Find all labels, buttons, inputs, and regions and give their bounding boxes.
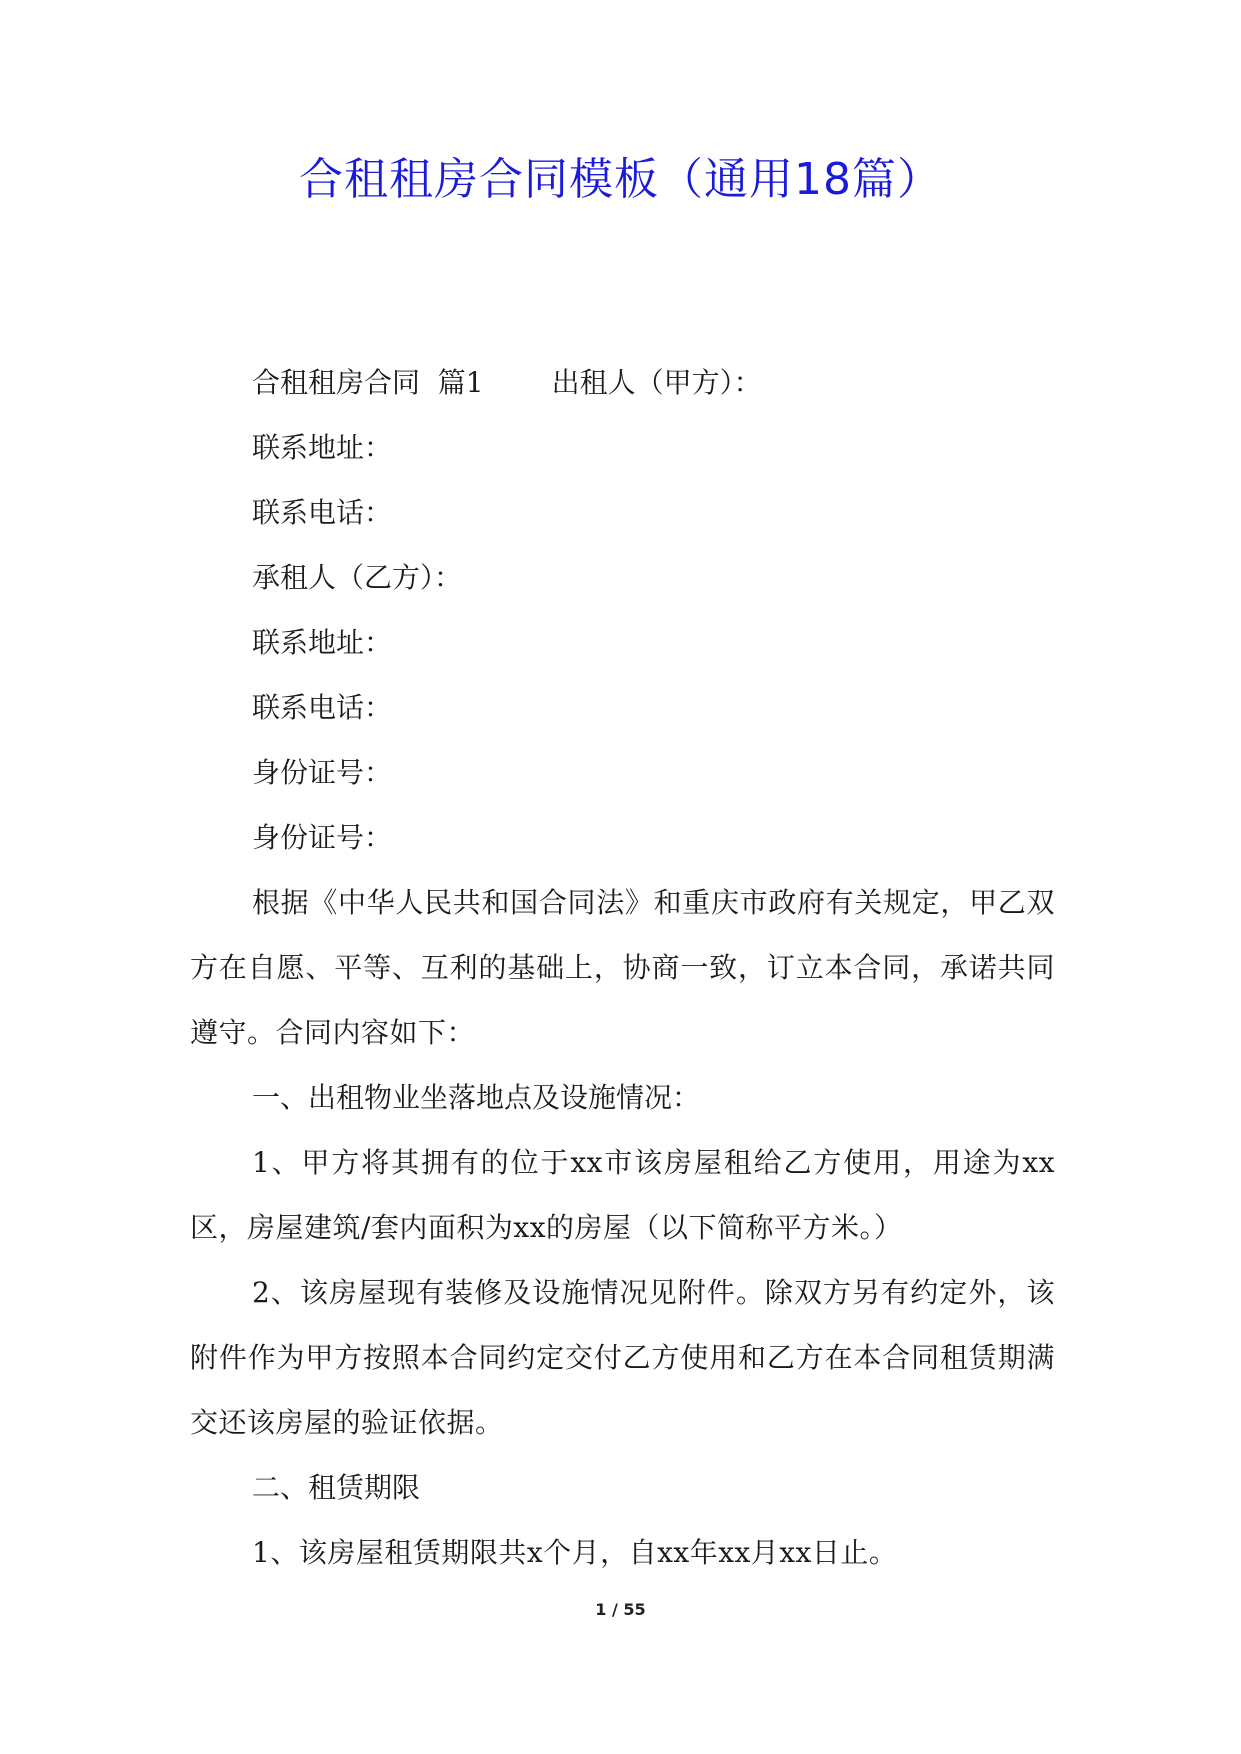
document-title: 合租租房合同模板（通用18篇）: [299, 154, 942, 205]
lessor-address-label: 联系地址：: [252, 431, 393, 464]
lessee-address-label: 联系地址：: [252, 626, 393, 659]
id-number-label-1: 身份证号：: [252, 756, 393, 789]
lessor-label: 出租人（甲方）：: [551, 366, 762, 399]
page-number: 1 / 55: [595, 1600, 646, 1619]
lessor-phone-label: 联系电话：: [252, 496, 393, 529]
id-number-label-2: 身份证号：: [252, 821, 393, 854]
clause-1-heading: 一、出租物业坐落地点及设施情况：: [252, 1081, 701, 1114]
clause-1-2-paragraph: 2、该房屋现有装修及设施情况见附件。除双方另有约定外，该附件作为甲方按照本合同约定交付乙方使用和乙方在本合同租赁期满交还该房屋的验证依据。: [190, 1276, 1055, 1439]
clause-1-1-paragraph: 1、甲方将其拥有的位于xx市该房屋租给乙方使用，用途为xx区，房屋建筑/套内面积为xx的房屋（以下简称平方米。）: [190, 1146, 1055, 1244]
clause-2-1-paragraph: 1、该房屋租赁期限共x个月，自xx年xx月xx日止。: [252, 1536, 898, 1569]
clause-2-heading: 二、租赁期限: [252, 1471, 421, 1504]
lessee-label: 承租人（乙方）：: [252, 561, 463, 594]
section-heading-line: [190, 350, 1055, 415]
preamble-paragraph: 根据《中华人民共和国合同法》和重庆市政府有关规定，甲乙双方在自愿、平等、互利的基础上，协商一致，订立本合同，承诺共同遵守。合同内容如下：: [190, 886, 1055, 1049]
lessee-phone-label: 联系电话：: [252, 691, 393, 724]
section-heading: 合租租房合同 篇1: [252, 366, 484, 399]
document-body: [190, 350, 1055, 1585]
